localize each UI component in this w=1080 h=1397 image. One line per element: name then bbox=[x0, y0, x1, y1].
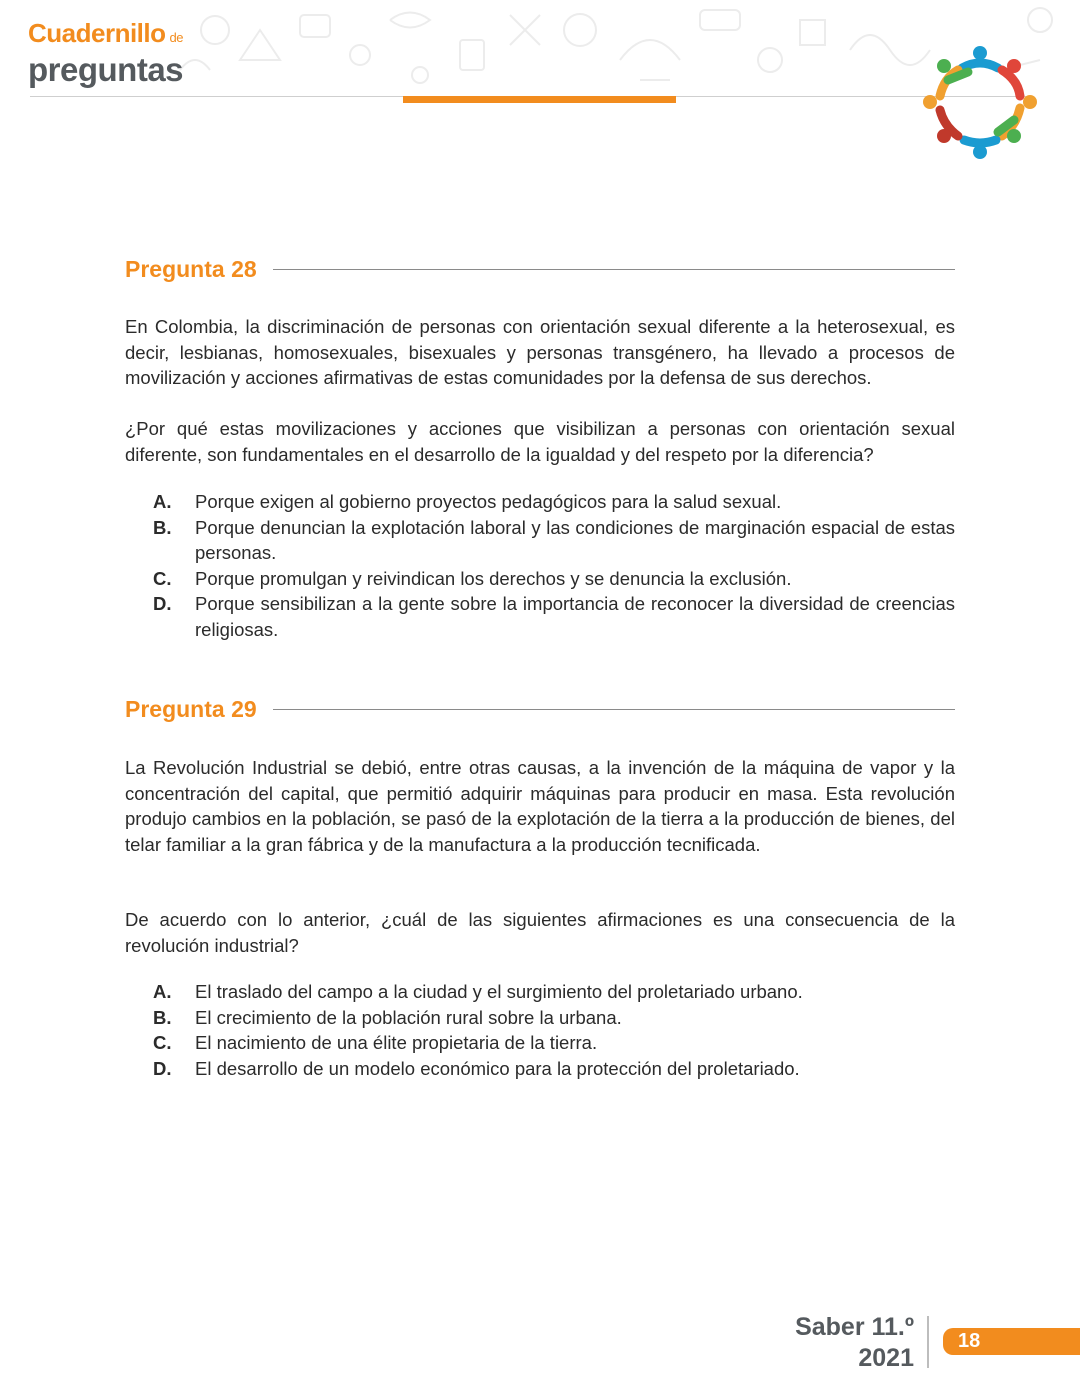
option-c bbox=[153, 1030, 955, 1056]
footer-exam-name: Saber 11.º bbox=[795, 1313, 914, 1341]
option-letter: D. bbox=[153, 593, 172, 614]
option-letter: A. bbox=[153, 981, 172, 1002]
option-text: El desarrollo de un modelo económico para la protección del proletariado. bbox=[195, 1057, 800, 1079]
question-28-context: En Colombia, la discriminación de personas con orientación sexual diferente a la heterosexual, es decir, lesbianas, homosexuales, bisexuales y personas transgénero, ha llevado a procesos de movilización y acciones afirmativas de estas comunidades por la defensa de sus derechos. bbox=[125, 316, 955, 388]
option-text: El traslado del campo a la ciudad y el surgimiento del proletariado urbano. bbox=[195, 981, 803, 1002]
option-b bbox=[153, 515, 955, 566]
option-text: Porque denuncian la explotación laboral y las condiciones de marginación espacial de estas personas. bbox=[195, 516, 955, 563]
footer-year: 2021 bbox=[858, 1344, 914, 1372]
question-29-prompt: De acuerdo con lo anterior, ¿cuál de las siguientes afirmaciones es una consecuencia de la revolución industrial? bbox=[125, 909, 955, 956]
header-accent-bar bbox=[403, 96, 676, 103]
option-letter: B. bbox=[153, 1006, 172, 1028]
question-29-context: La Revolución Industrial se debió, entre otras causas, a la invención de la máquina de vapor y la concentración del capital, que permitió adquirir máquinas para producir en masa. Esta revolución produjo cambios en la población, se pasó de la explotación de la tierra a la producción de bienes, del telar familiar a la gran fábrica y de la manufactura a la producción tecnificada. bbox=[125, 757, 955, 855]
option-text: Porque exigen al gobierno proyectos pedagógicos para la salud sexual. bbox=[195, 491, 782, 512]
question-29-rule bbox=[273, 709, 955, 710]
brand-word-de: de bbox=[169, 30, 183, 45]
question-28-rule bbox=[273, 269, 955, 270]
question-29-header bbox=[125, 692, 955, 726]
option-letter: C. bbox=[153, 567, 172, 589]
option-d bbox=[153, 591, 955, 642]
brand-word-preguntas: preguntas bbox=[28, 51, 184, 88]
option-d bbox=[153, 1056, 955, 1082]
footer-divider bbox=[927, 1316, 929, 1368]
option-a bbox=[153, 489, 955, 515]
question-28-options bbox=[153, 489, 955, 642]
option-c bbox=[153, 566, 955, 592]
page-number-badge bbox=[943, 1328, 1080, 1355]
option-a bbox=[153, 979, 955, 1005]
question-28-prompt: ¿Por qué estas movilizaciones y acciones que visibilizan a personas con orientación sexual diferente, son fundamentales en el desarrollo de la igualdad y del respeto por la diferencia? bbox=[125, 418, 955, 465]
option-b bbox=[153, 1005, 955, 1031]
option-text: El crecimiento de la población rural sobre la urbana. bbox=[195, 1006, 622, 1028]
option-letter: C. bbox=[153, 1032, 172, 1053]
brand-title bbox=[28, 18, 183, 87]
option-text: El nacimiento de una élite propietaria de la tierra. bbox=[195, 1032, 598, 1053]
option-letter: A. bbox=[153, 491, 172, 512]
question-28-header bbox=[125, 252, 955, 286]
question-28-title: Pregunta 28 bbox=[125, 255, 257, 282]
option-text: Porque sensibilizan a la gente sobre la importancia de reconocer la diversidad de creencias religiosas. bbox=[195, 593, 955, 640]
option-text: Porque promulgan y reivindican los derechos y se denuncia la exclusión. bbox=[195, 567, 792, 589]
question-29-options bbox=[153, 979, 955, 1081]
question-29-title: Pregunta 29 bbox=[125, 695, 257, 722]
circle-of-people-icon bbox=[918, 40, 1042, 164]
footer-exam-label bbox=[790, 1312, 914, 1374]
page-number: 18 bbox=[958, 1330, 981, 1352]
brand-word-cuadernillo: Cuadernillo bbox=[28, 18, 166, 48]
option-letter: D. bbox=[153, 1057, 172, 1079]
option-letter: B. bbox=[153, 516, 172, 538]
